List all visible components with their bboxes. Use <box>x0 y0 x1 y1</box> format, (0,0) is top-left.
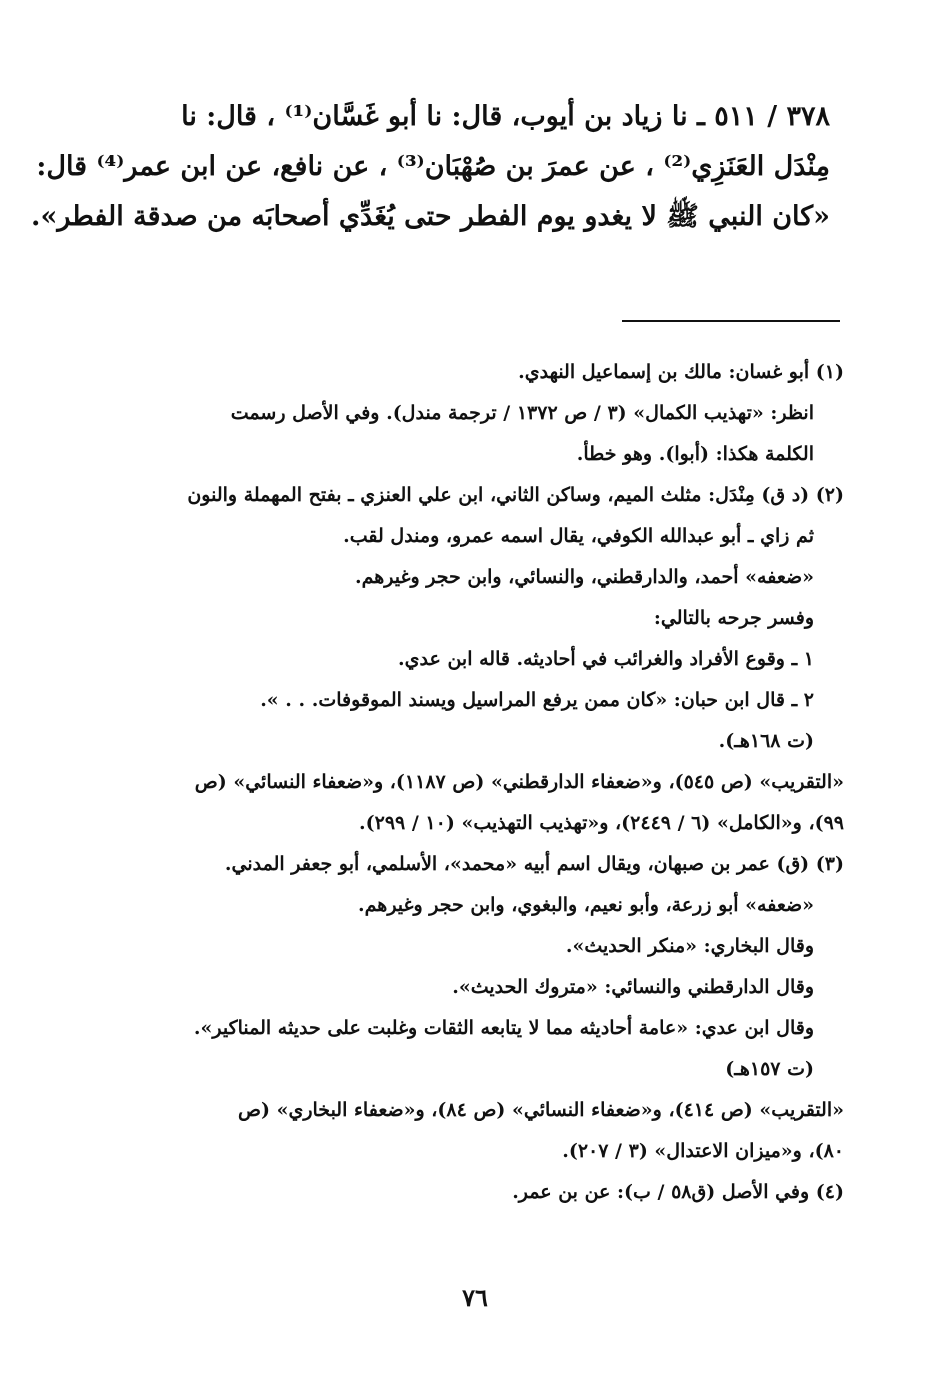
footnote-line: وفسر جرحه بالتالي: <box>653 607 814 629</box>
hadith-line: مِنْدَل العَنَزِي⁽²⁾ ، عن عمرَ بن صُهْبَان⁽³⁾ ، عن نافع، عن ابن عمر⁽⁴⁾ قال: <box>36 151 830 182</box>
footnote-4 <box>118 1172 844 1213</box>
hadith-line: «كان النبي ﷺ لا يغدو يوم الفطر حتى يُغَدِّي أصحابَه من صدقة الفطر». <box>31 201 830 232</box>
hadith-line: ٣٧٨ / ٥١١ ـ نا زياد بن أيوب، قال: نا أبو غَسَّان⁽¹⁾ ، قال: نا <box>181 101 830 132</box>
footnote-line: (٣) (ق) عمر بن صبهان، ويقال اسم أبيه «محمد»، الأسلمي، أبو جعفر المدني. <box>224 853 844 875</box>
footnote-line: ٨٠)، و«ميزان الاعتدال» (٣ / ٢٠٧). <box>562 1140 844 1162</box>
footnote-line: الكلمة هكذا: (أبوا). وهو خطأ. <box>576 443 814 465</box>
footnote-line: ٩٩)، و«الكامل» (٦ / ٢٤٤٩)، و«تهذيب التهذيب» (١٠ / ٢٩٩). <box>359 812 844 834</box>
footnote-line: ١ ـ وقوع الأفراد والغرائب في أحاديثه. قاله ابن عدي. <box>398 648 814 670</box>
footnote-3 <box>118 844 844 1172</box>
footnote-line: انظر: «تهذيب الكمال» (٣ / ص ١٣٧٢ / ترجمة مندل). وفي الأصل رسمت <box>230 402 814 424</box>
footnote-line: ٢ ـ قال ابن حبان: «كان ممن يرفع المراسيل ويسند الموقوفات. . . ». <box>260 689 814 711</box>
footnote-line: وقال البخاري: «منكر الحديث». <box>565 935 814 957</box>
footnote-line: (ت ١٦٨هـ). <box>718 730 814 752</box>
footnote-1 <box>118 352 844 475</box>
footnote-line: (٤) وفي الأصل (ق٥٨ / ب): عن بن عمر. <box>512 1181 844 1203</box>
footnote-line: وقال الدارقطني والنسائي: «متروك الحديث». <box>452 976 814 998</box>
footnote-line: «التقريب» (ص ٥٤٥)، و«ضعفاء الدارقطني» (ص ١١٨٧)، و«ضعفاء النسائي» (ص <box>194 771 844 793</box>
footnote-line: (١) أبو غسان: مالك بن إسماعيل النهدي. <box>518 361 844 383</box>
hadith-text <box>31 92 830 242</box>
footnote-separator <box>622 320 840 322</box>
footnote-line: «ضعفه» أحمد، والدارقطني، والنسائي، وابن حجر وغيرهم. <box>355 566 814 588</box>
footnote-line: «ضعفه» أبو زرعة، وأبو نعيم، والبغوي، وابن حجر وغيرهم. <box>358 894 814 916</box>
footnote-line: (٢) (د ق) مِنْدَل: مثلث الميم، وساكن الثاني، ابن علي العنزي ـ بفتح المهملة والنون <box>187 484 844 506</box>
page-number: ٧٦ <box>462 1283 488 1312</box>
footnote-line: «التقريب» (ص ٤١٤)، و«ضعفاء النسائي» (ص ٨٤)، و«ضعفاء البخاري» (ص <box>238 1099 844 1121</box>
footnote-line: (ت ١٥٧هـ) <box>725 1058 814 1080</box>
footnote-line: وقال ابن عدي: «عامة أحاديثه مما لا يتابعه الثقات وغلبت على حديثه المناكير». <box>193 1017 814 1039</box>
footnotes <box>118 352 844 1213</box>
footnote-line: ثم زاي ـ أبو عبدالله الكوفي، يقال اسمه عمرو، ومندل لقب. <box>343 525 814 547</box>
footnote-2 <box>118 475 844 844</box>
